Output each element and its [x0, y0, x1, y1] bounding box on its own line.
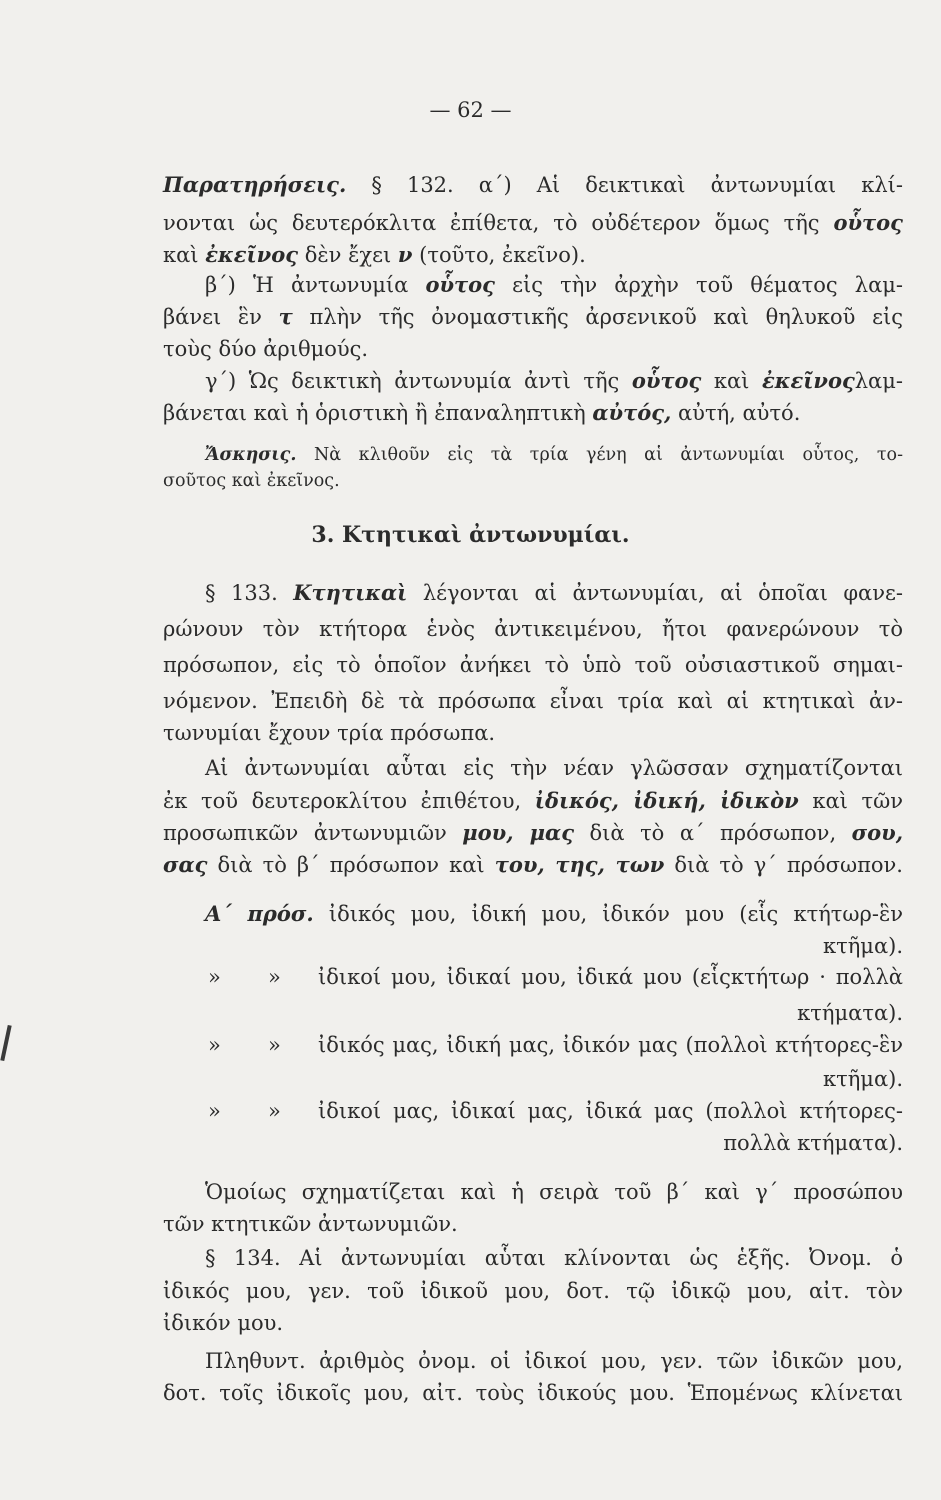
- table-row-3-cont: κτῆμα).: [822, 1067, 903, 1091]
- obs-b-line-1: β΄) Ἡ ἀντωνυμία οὗτος εἰς τὴν ἀρχὴν τοῦ θέματος λαμ-: [205, 272, 904, 297]
- exercise-line-1: Ἄσκησις. Νὰ κλιθοῦν εἰς τὰ τρία γένη αἱ ἀντωνυμίαι οὗτος, το-: [205, 445, 903, 465]
- obs-label: Παρατηρήσεις.: [163, 172, 347, 197]
- p2-line-4: σας διὰ τὸ β΄ πρόσωπον καὶ του, της, των διὰ τὸ γ΄ πρόσωπον.: [163, 852, 903, 877]
- p3-line-1: Ὁμοίως σχηματίζεται καὶ ἡ σειρὰ τοῦ β΄ καὶ γ΄ προσώπου: [205, 1180, 903, 1204]
- table-row-2: ἰδικοί μου, ἰδικαί μου, ἰδικά μου (εἷςκτήτωρ · πολλὰ: [318, 965, 903, 989]
- table-row-1: Α΄ πρόσ. ἰδικός μου, ἰδική μου, ἰδικόν μου (εἷς κτήτωρ-ἓν: [205, 901, 903, 926]
- page-number: — 62 —: [429, 98, 512, 122]
- margin-ink-mark: [0, 1025, 11, 1061]
- p3-line-2: τῶν κτητικῶν ἀντωνυμιῶν.: [163, 1212, 458, 1236]
- ditto-mark: »: [208, 965, 221, 989]
- first-person-label: Α΄ πρόσ.: [205, 901, 314, 926]
- p134-line-3: ἰδικόν μου.: [163, 1311, 284, 1335]
- table-row-2-cont: κτήματα).: [797, 1001, 903, 1025]
- p133-line-1: § 133. Κτητικαὶ λέγονται αἱ ἀντωνυμίαι, αἱ ὁποῖαι φανε-: [205, 580, 903, 605]
- p133-line-4: νόμενον. Ἐπειδὴ δὲ τὰ πρόσωπα εἶναι τρία καὶ αἱ κτητικαὶ ἀν-: [163, 689, 903, 713]
- p2-line-2: ἐκ τοῦ δευτεροκλίτου ἐπιθέτου, ἰδικός, ἰδική, ἰδικὸν καὶ τῶν: [163, 788, 903, 813]
- obs-g-line-2: βάνεται καὶ ἡ ὁριστικὴ ἢ ἐπαναληπτικὴ αὐτός, αὐτή, αὐτό.: [163, 400, 801, 425]
- obs-g-line-1: γ΄) Ὡς δεικτικὴ ἀντωνυμία ἀντὶ τῆς οὗτος καὶ ἐκεῖνοςλαμ-: [205, 368, 903, 393]
- obs-line-2: νονται ὡς δευτερόκλιτα ἐπίθετα, τὸ οὐδέτερον ὅμως τῆς οὗτος: [163, 210, 903, 235]
- exercise-label: Ἄσκησις.: [205, 445, 297, 465]
- exercise-line-2: σοῦτος καὶ ἐκεῖνος.: [163, 471, 340, 491]
- p134-line-2: ἰδικός μου, γεν. τοῦ ἰδικοῦ μου, δοτ. τῷ ἰδικῷ μου, αἰτ. τὸν: [163, 1279, 903, 1303]
- table-row-4: ἰδικοί μας, ἰδικαί μας, ἰδικά μας (πολλοὶ κτήτορες-: [318, 1099, 903, 1123]
- table-row-4-cont: πολλὰ κτήματα).: [723, 1131, 903, 1155]
- obs-line-3: καὶ ἐκεῖνος δὲν ἔχει ν (τοῦτο, ἐκεῖνο).: [163, 242, 586, 267]
- obs-b-line-2: βάνει ἓν τ πλὴν τῆς ὀνομαστικῆς ἀρσενικοῦ καὶ θηλυκοῦ εἰς: [163, 304, 903, 329]
- p133-line-5: τωνυμίαι ἔχουν τρία πρόσωπα.: [163, 721, 496, 745]
- table-row-1-cont: κτῆμα).: [822, 934, 903, 958]
- p4-line-1: Πληθυντ. ἀριθμὸς ὀνομ. οἱ ἰδικοί μου, γεν. τῶν ἰδικῶν μου,: [205, 1349, 903, 1373]
- ditto-mark: »: [268, 1099, 281, 1123]
- p4-line-2: δοτ. τοῖς ἰδικοῖς μου, αἰτ. τοὺς ἰδικούς μου. Ἑπομένως κλίνεται: [163, 1381, 903, 1405]
- p2-line-3: προσωπικῶν ἀντωνυμιῶν μου, μας διὰ τὸ α΄ πρόσωπον, σου,: [163, 820, 904, 845]
- ditto-mark: »: [268, 1033, 281, 1057]
- p134-line-1: § 134. Αἱ ἀντωνυμίαι αὗται κλίνονται ὡς ἑξῆς. Ὀνομ. ὁ: [205, 1246, 903, 1270]
- p133-line-2: ρώνουν τὸν κτήτορα ἑνὸς ἀντικειμένου, ἤτοι φανερώνουν τὸ: [163, 617, 903, 641]
- p133-line-3: πρόσωπον, εἰς τὸ ὁποῖον ἀνήκει τὸ ὑπὸ τοῦ οὐσιαστικοῦ σημαι-: [163, 653, 903, 677]
- obs-b-line-3: τοὺς δύο ἀριθμούς.: [163, 337, 369, 361]
- ditto-mark: »: [268, 965, 281, 989]
- obs-line-1: Παρατηρήσεις. § 132. α΄) Αἱ δεικτικαὶ ἀντωνυμίαι κλί-: [163, 172, 903, 197]
- ditto-mark: »: [208, 1033, 221, 1057]
- p2-line-1: Αἱ ἀντωνυμίαι αὗται εἰς τὴν νέαν γλῶσσαν σχηματίζονται: [205, 756, 903, 780]
- table-row-3: ἰδικός μας, ἰδική μας, ἰδικόν μας (πολλοὶ κτήτορες-ἓν: [318, 1033, 903, 1057]
- section-heading: 3. Κτητικαὶ ἀντωνυμίαι.: [311, 522, 630, 548]
- ditto-mark: »: [208, 1099, 221, 1123]
